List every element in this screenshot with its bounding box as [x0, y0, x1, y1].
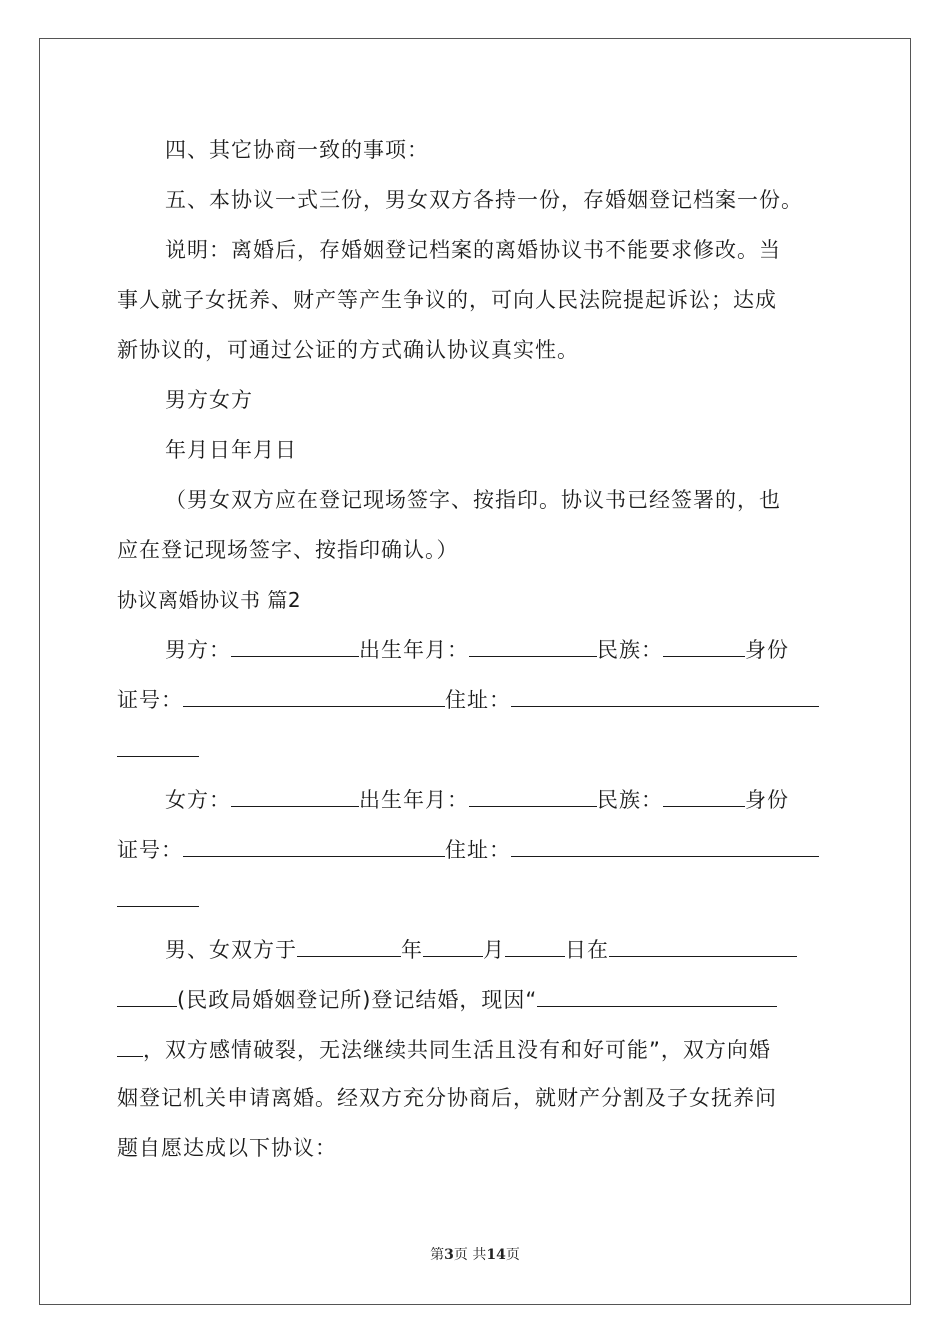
date-labels: 年月日年月日 — [165, 438, 297, 462]
reminder-line-2: 应在登记现场签字、按指印确认。） — [117, 538, 459, 562]
marriage-month-blank — [423, 934, 483, 957]
female-id-label-part2: 证号： — [117, 838, 183, 862]
footer-suffix: 页 — [505, 1247, 520, 1263]
clause-item-5: 五、本协议一式三份，男女双方各持一份，存婚姻登记档案一份。 — [165, 188, 803, 212]
male-address-label: 住址： — [445, 688, 511, 712]
male-address-continuation — [117, 734, 199, 764]
female-id-blank — [183, 834, 445, 857]
note-line-2: 事人就子女抚养、财产等产生争议的，可向人民法院提起诉讼；达成 — [117, 288, 777, 312]
note-line-3: 新协议的，可通过公证的方式确认协议真实性。 — [117, 338, 579, 362]
male-id-row — [117, 684, 819, 714]
female-ethnicity-label: 民族： — [597, 788, 663, 812]
marriage-prefix: 男、女双方于 — [165, 938, 297, 962]
female-id-row — [117, 834, 819, 864]
note-line-1: 说明：离婚后，存婚姻登记档案的离婚协议书不能要求修改。当 — [165, 238, 781, 262]
marriage-line-5: 题自愿达成以下协议： — [117, 1136, 337, 1160]
male-address-blank-2 — [117, 734, 199, 757]
female-id-label-part1: 身份 — [745, 788, 789, 812]
footer-middle: 页 共 — [453, 1247, 487, 1263]
marriage-day-blank — [505, 934, 565, 957]
section-2-title: 协议离婚协议书 篇2 — [117, 588, 302, 612]
male-name-blank — [231, 634, 359, 657]
marriage-line-4: 姻登记机关申请离婚。经双方充分协商后，就财产分割及子女抚养问 — [117, 1086, 777, 1110]
marriage-place-blank-2 — [117, 984, 177, 1007]
male-birth-label: 出生年月： — [359, 638, 469, 662]
marriage-place-blank — [609, 934, 797, 957]
marriage-line-3 — [117, 1034, 771, 1064]
footer-current-page: 3 — [444, 1247, 454, 1263]
clause-item-4: 四、其它协商一致的事项： — [165, 138, 429, 162]
marriage-office-text: (民政局婚姻登记所)登记结婚，现因“ — [177, 988, 538, 1012]
marriage-line-2 — [117, 984, 777, 1014]
female-birth-blank — [469, 784, 597, 807]
male-label: 男方： — [165, 638, 231, 662]
marriage-reason-blank-2 — [117, 1034, 143, 1057]
signature-labels: 男方女方 — [165, 388, 253, 412]
female-birth-label: 出生年月： — [359, 788, 469, 812]
female-ethnicity-blank — [663, 784, 745, 807]
reminder-line-1: （男女双方应在登记现场签字、按指印。协议书已经签署的，也 — [165, 488, 781, 512]
male-id-label-part2: 证号： — [117, 688, 183, 712]
female-address-blank-2 — [117, 884, 199, 907]
male-ethnicity-label: 民族： — [597, 638, 663, 662]
footer-total-pages: 14 — [486, 1247, 506, 1263]
male-id-blank — [183, 684, 445, 707]
female-label: 女方： — [165, 788, 231, 812]
page-footer — [0, 1244, 950, 1264]
female-address-blank — [511, 834, 819, 857]
footer-prefix: 第 — [430, 1247, 445, 1263]
female-address-label: 住址： — [445, 838, 511, 862]
marriage-day-at-label: 日在 — [565, 938, 609, 962]
marriage-year-label: 年 — [401, 938, 423, 962]
marriage-reason-blank — [537, 984, 777, 1007]
marriage-reason-text: ，双方感情破裂，无法继续共同生活且没有和好可能”，双方向婚 — [143, 1038, 771, 1062]
male-info-row — [165, 634, 789, 664]
female-address-continuation — [117, 884, 199, 914]
page-border — [39, 38, 911, 1305]
marriage-year-blank — [297, 934, 401, 957]
male-address-blank — [511, 684, 819, 707]
male-birth-blank — [469, 634, 597, 657]
female-name-blank — [231, 784, 359, 807]
female-info-row — [165, 784, 789, 814]
male-ethnicity-blank — [663, 634, 745, 657]
marriage-line-1 — [165, 934, 797, 964]
marriage-month-label: 月 — [483, 938, 505, 962]
male-id-label-part1: 身份 — [745, 638, 789, 662]
